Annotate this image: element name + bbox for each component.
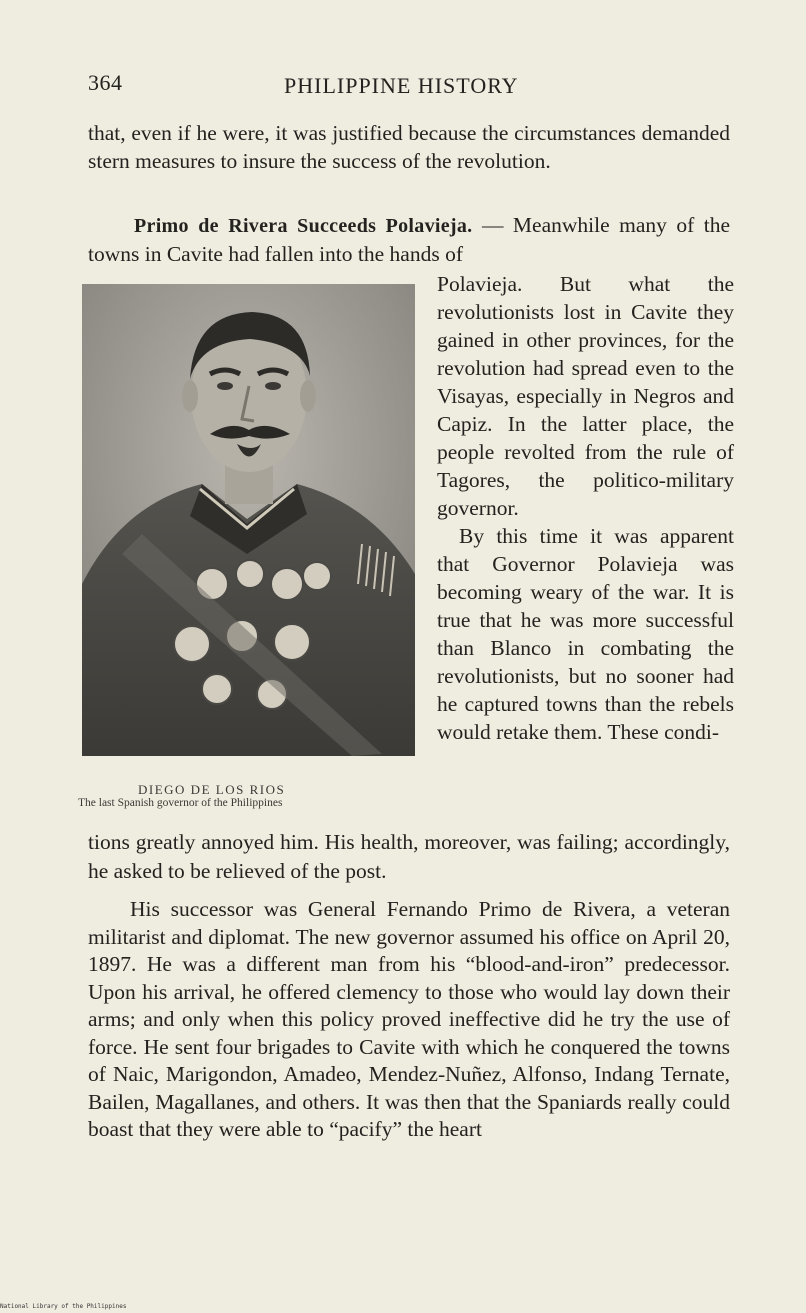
paragraph-2-intro: — Meanwhile many of the towns in Cavite had fallen into the hands of xyxy=(88,213,730,266)
paragraph-2 xyxy=(88,212,730,268)
running-head: PHILIPPINE HISTORY xyxy=(284,73,519,98)
library-footer-note: National Library of the Philippines xyxy=(0,1303,127,1310)
portrait-illustration xyxy=(82,284,415,756)
page-number: 364 xyxy=(88,70,123,95)
figure-caption-name: DIEGO DE LOS RIOS xyxy=(138,782,286,797)
paragraph-3-continued: tions greatly annoyed him. His health, moreover, was failing; accordingly, he asked to be relieved of the post. xyxy=(88,829,730,883)
paragraph-1: that, even if he were, it was justified because the circumstances demanded stern measures to insure the success of the revolution. xyxy=(88,121,730,173)
wrapped-text-column xyxy=(437,270,734,746)
figure-caption-description: The last Spanish governor of the Philippines xyxy=(78,797,283,809)
portrait-photo xyxy=(82,284,415,756)
section-heading: Primo de Rivera Succeeds Polavieja. xyxy=(134,215,473,237)
paragraph-4: His successor was General Fernando Primo de Rivera, a veteran militarist and diplomat. The new governor assumed his office on April 20, 1897. He was a different man from his “blood-and-iron” predecessor. Upon his arrival, he offered clemency to those who would lay down their arms; and only when this policy proved ineffective did he try the use of force. He sent four brigades to Cavite with which he conquered the towns of Naic, Marigondon, Amadeo, Mendez-Nuñez, Alfonso, Indang Ternate, Bailen, Magallanes, and others. It was then that the Spaniards really could boast that they were able to “pacify” the heart xyxy=(88,897,730,1141)
paragraph-2-continued: Polavieja. But what the revolutionists lost in Cavite they gained in other provinces, for the revolution had spread even to the Visayas, especially in Negros and Capiz. In the latter place, the people revolted from the rule of Tagores, the politico-military governor. xyxy=(437,272,734,520)
paragraph-3: By this time it was apparent that Governor Polavieja was becoming weary of the war. It is true that he was more successful than Blanco in combating the revolutionists, but no sooner had he captured towns than the rebels would retake them. These condi- xyxy=(437,524,734,744)
